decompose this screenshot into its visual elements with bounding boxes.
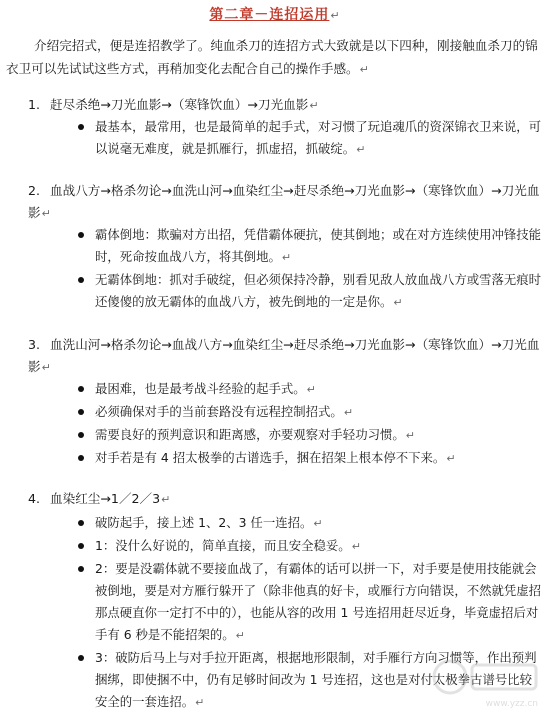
- list-item: [78, 512, 544, 535]
- bullet-icon: [78, 124, 84, 130]
- section-2-title-text: 血战八方→格杀勿论→血洗山河→血染红尘→赶尽杀绝→刀光血影→（寒锋饮血）→刀光血影: [28, 183, 540, 220]
- section-1-number: 1.: [28, 97, 41, 112]
- list-item: [78, 447, 544, 470]
- section-4-title-text: 血染红尘→1／2／3: [50, 491, 161, 506]
- intro-text: 介绍完招式，便是连招教学了。纯血杀刀的连招方式大致就是以下四种，刚接触血杀刀的锦衣卫可以先试试这些方式，再稍加变化去配合自己的操作手感。: [6, 38, 538, 76]
- bullet-icon: [78, 455, 84, 461]
- list-item-text: 3：破防后马上与对手拉开距离，根据地形限制，对手雁行方向习惯等，作出预判捆绑，即使捆不中，仍有足够时间改为 1 号连招，这也是对付太极拳古谱号比较安全的一套连招。: [95, 650, 537, 709]
- section-1-title: [28, 94, 543, 117]
- paragraph-mark-icon: ↵: [41, 361, 51, 374]
- bullet-icon: [78, 409, 84, 415]
- bullet-icon: [78, 520, 84, 526]
- watermark-text: www.yzz.cn: [485, 699, 538, 709]
- list-item: [78, 269, 544, 314]
- section-3-bullets: [78, 378, 544, 470]
- section-3-number: 3.: [28, 337, 41, 352]
- paragraph-mark-icon: ↵: [343, 406, 354, 419]
- bullet-icon: [78, 386, 84, 392]
- paragraph-mark-icon: ↵: [351, 540, 361, 553]
- section-2-title: [28, 180, 543, 225]
- section-2-number: 2.: [28, 183, 41, 198]
- paragraph-mark-icon: ↵: [446, 452, 456, 465]
- list-item: [78, 378, 544, 401]
- bullet-icon: [78, 432, 84, 438]
- bullet-icon: [78, 543, 84, 549]
- list-item: [78, 116, 544, 161]
- paragraph-mark-icon: ↵: [405, 429, 415, 442]
- chapter-title-text: 第二章－连招运用: [209, 7, 330, 23]
- section-4-title: [28, 488, 543, 511]
- section-1-title-text: 赶尽杀绝→刀光血影→（寒锋饮血）→刀光血影: [50, 97, 309, 112]
- list-item-text: 必须确保对手的当前套路没有远程控制招式。: [95, 404, 343, 419]
- list-item-text: 需要良好的预判意识和距离感，亦要观察对手轻功习惯。: [95, 427, 405, 442]
- paragraph-mark-icon: ↵: [359, 63, 369, 76]
- paragraph-mark-icon: ↵: [41, 207, 51, 220]
- bullet-icon: [78, 277, 84, 283]
- chapter-title: [0, 4, 550, 24]
- section-2-bullets: [78, 224, 544, 314]
- section-1-bullets: [78, 116, 544, 161]
- intro-paragraph: [6, 34, 544, 81]
- section-3-title: [28, 334, 543, 379]
- paragraph-mark-icon: ↵: [356, 143, 366, 156]
- list-item-text: 2：要是没霸体就不要接血战了，有霸体的话可以拼一下，对手要是使用技能就会被倒地，要是对方雁行躲开了（除非他真的好卡，或雁行方向错误，不然就凭虚招那点硬直你一定打不中的），也能从容的改用 1 号连招用赶尽近身，毕竟虚招后对手有 6 秒是不能招架的。: [95, 561, 542, 642]
- paragraph-mark-icon: ↵: [281, 251, 292, 264]
- paragraph-mark-icon: ↵: [313, 517, 323, 530]
- list-item-text: 最基本，最常用，也是最简单的起手式，对习惯了玩追魂爪的资深锦衣卫来说，可以说毫无难度，就是抓雁行，抓虚招，抓破绽。: [95, 119, 542, 156]
- list-item: [78, 424, 544, 447]
- list-item-text: 霸体倒地：欺骗对方出招，凭借霸体硬抗，使其倒地；或在对方连续使用冲锋技能时，死命按血战八方，将其倒地。: [95, 227, 542, 264]
- paragraph-mark-icon: ↵: [161, 493, 171, 506]
- bullet-icon: [78, 232, 84, 238]
- list-item: [78, 224, 544, 269]
- bullet-icon: [78, 655, 84, 661]
- paragraph-mark-icon: ↵: [306, 383, 316, 396]
- site-watermark: [426, 655, 544, 711]
- list-item-text: 无霸体倒地：抓对手破绽，但必须保持冷静，别看见敌人放血战八方或雪落无痕时还傻傻的放无霸体的血战八方，被先倒地的一定是你。: [95, 272, 542, 309]
- list-item-text: 破防起手，接上述 1、2、3 任一连招。: [95, 515, 313, 530]
- list-item: [78, 535, 544, 558]
- list-item-text: 最困难，也是最考战斗经验的起手式。: [95, 381, 306, 396]
- paragraph-mark-icon: ↵: [330, 9, 341, 22]
- paragraph-mark-icon: ↵: [309, 99, 319, 112]
- paragraph-mark-icon: ↵: [195, 696, 205, 709]
- list-item: [78, 558, 544, 647]
- section-4-number: 4.: [28, 491, 41, 506]
- paragraph-mark-icon: ↵: [235, 629, 245, 642]
- list-item-text: 对手若是有 4 招太极拳的古谱选手，捆在招架上根本停不下来。: [95, 450, 446, 465]
- bullet-icon: [78, 566, 84, 572]
- section-3-title-text: 血洗山河→格杀勿论→血战八方→血染红尘→赶尽杀绝→刀光血影→（寒锋饮血）→刀光血影: [28, 337, 540, 374]
- paragraph-mark-icon: ↵: [393, 296, 403, 309]
- list-item-text: 1：没什么好说的，简单直接，而且安全稳妥。: [95, 538, 351, 553]
- list-item: [78, 401, 544, 424]
